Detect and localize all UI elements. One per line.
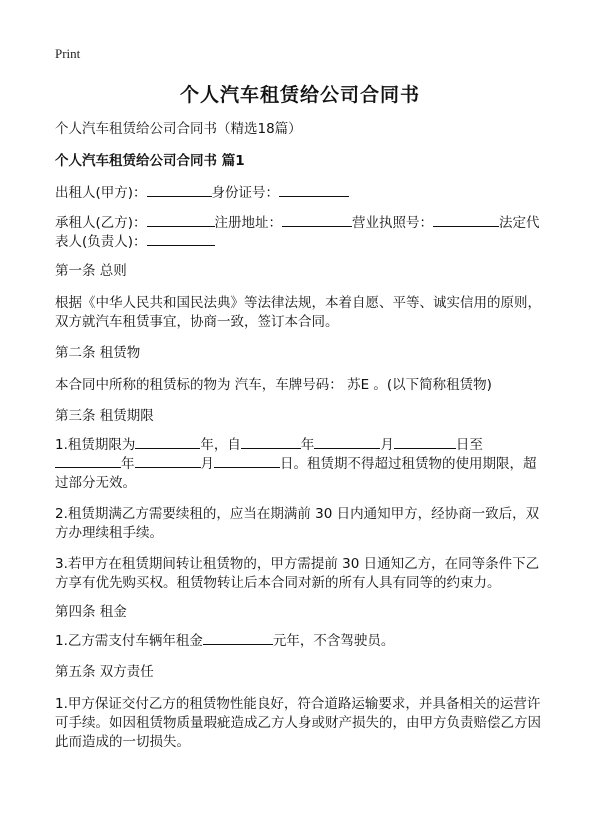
start-year-blank [241,434,301,449]
article4-heading: 第四条 租金 [55,604,127,620]
article3-heading: 第三条 租赁期限 [55,408,154,424]
legal-rep-label-cont: 表人(负责人)： [55,234,147,250]
id-number-label: 身份证号： [211,185,280,201]
annual-rent-label: 1.乙方需支付车辆年租金 [55,633,203,649]
end-year-blank [55,453,121,468]
article3-item3-line1: 3.若甲方在租赁期间转让租赁物的，甲方需提前 30 日通知乙方，在同等条件下乙 [55,556,540,572]
article3-item2-line2: 方办理续租手续。 [55,525,163,541]
reg-address-blank [282,212,352,227]
section-heading: 个人汽车租赁给公司合同书 篇1 [55,153,245,169]
lessee-label: 承租人(乙方)： [55,215,147,231]
text-fragment: 元年，不含驾驶员。 [272,633,395,649]
article2-heading: 第二条 租赁物 [55,345,141,361]
lease-term-label: 1.租赁期限为 [55,437,136,453]
lessor-line [55,182,547,204]
id-number-blank [279,182,349,197]
article5-item1-line2: 可手续。如因租赁物质量瑕疵造成乙方人身或财产损失的，由甲方负责赔偿乙方因 [55,715,541,731]
article1-body-line2: 双方就汽车租赁事宜，协商一致，签订本合同。 [55,314,339,330]
text-fragment: 年 [121,456,135,472]
text-fragment: 月 [380,437,394,453]
text-fragment: 日至 [455,437,483,453]
start-month-blank [314,434,380,449]
text-fragment: 年，自 [200,437,241,453]
article4-item1 [55,630,547,652]
end-day-blank [214,453,280,468]
text-fragment: 日。租赁期不得超过租赁物的使用期限，超 [280,456,537,472]
document-subtitle: 个人汽车租赁给公司合同书（精选18篇） [55,121,302,137]
article5-item1-line3: 此而造成的一切损失。 [55,734,190,750]
annual-rent-blank [203,630,273,645]
text-fragment: 年 [300,437,315,453]
reg-address-label: 注册地址： [214,215,283,231]
article5-heading: 第五条 双方责任 [55,664,154,680]
article1-heading: 第一条 总则 [55,263,127,279]
legal-rep-label: 法定代 [499,215,540,231]
end-month-blank [135,453,201,468]
license-label: 营业执照号： [352,215,434,231]
article2-body: 本合同中所称的租赁标的物为 汽车，车牌号码： 苏E 。(以下简称租赁物) [55,377,492,393]
lessor-blank [147,182,212,197]
article3-item1-line3: 过部分无效。 [55,475,136,491]
article3-item2-line1: 2.租赁期满乙方需要续租的，应当在期满前 30 日内通知甲方，经协商一致后，双 [55,506,540,522]
lessee-blank [147,212,215,227]
article3-item3-line2: 方享有优先购买权。租赁物转让后本合同对新的所有人具有同等的约束力。 [55,575,501,591]
article5-item1-line1: 1.甲方保证交付乙方的租赁物性能良好，符合道路运输要求，并具备相关的运营许 [55,696,541,712]
legal-rep-blank [147,231,215,246]
lessor-label: 出租人(甲方)： [55,185,147,201]
license-blank [433,212,499,227]
article1-body-line1: 根据《中华人民共和国民法典》等法律法规，本着自愿、平等、诚实信用的原则， [55,295,541,311]
start-day-blank [394,434,456,449]
legal-rep-line [55,231,547,253]
lease-years-blank [135,434,200,449]
page-title: 个人汽车租赁给公司合同书 [179,84,420,106]
print-link[interactable]: Print [55,46,81,61]
text-fragment: 月 [200,456,214,472]
